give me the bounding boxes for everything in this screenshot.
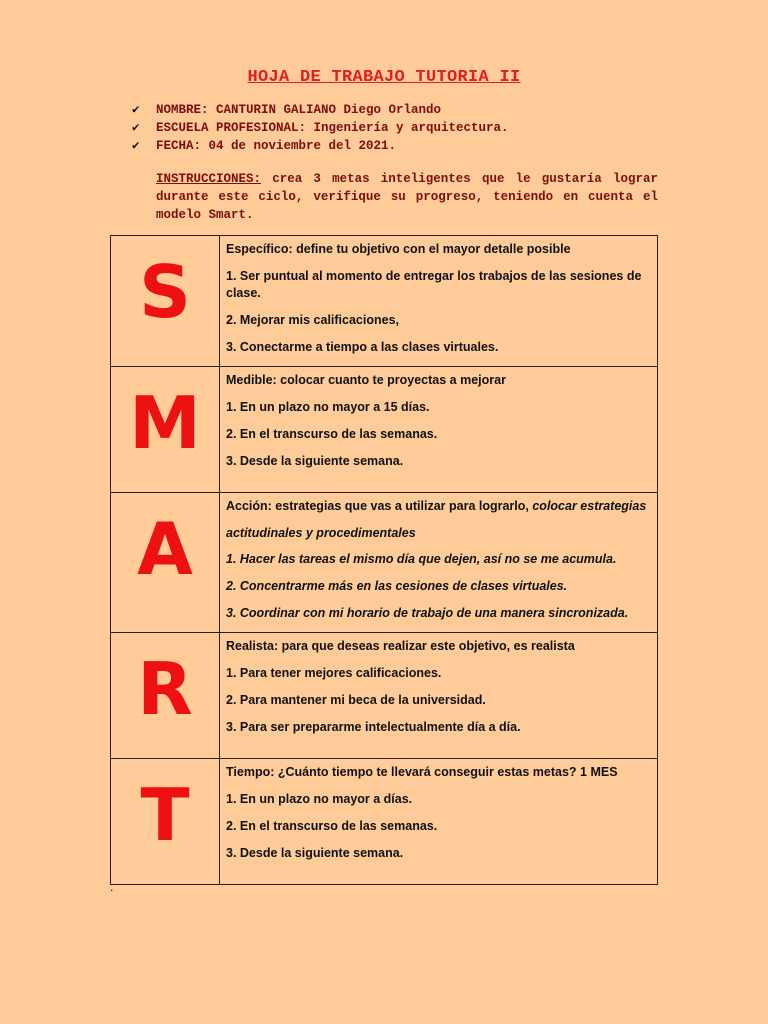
info-school-text: ESCUELA PROFESIONAL: Ingeniería y arquitectura. <box>156 121 509 135</box>
smart-row-s <box>111 236 658 367</box>
smart-letter: A <box>137 507 193 591</box>
row-item: 2. En el transcurso de las semanas. <box>226 427 438 441</box>
row-item: 1. En un plazo no mayor a días. <box>226 792 413 806</box>
info-school <box>132 119 509 137</box>
check-icon: ✔ <box>132 103 140 117</box>
smart-content-cell <box>220 367 658 493</box>
row-item: 3. Desde la siguiente semana. <box>226 846 404 860</box>
smart-letter: S <box>139 250 191 334</box>
smart-letter-cell <box>111 367 220 493</box>
check-icon: ✔ <box>132 121 140 135</box>
row-item: 3. Conectarme a tiempo a las clases virtuales. <box>226 340 499 354</box>
row-heading: Tiempo: ¿Cuánto tiempo te llevará conseguir estas metas? 1 MES <box>226 765 618 779</box>
row-item: 3. Para ser prepararme intelectualmente día a día. <box>226 720 521 734</box>
smart-row-r <box>111 633 658 759</box>
smart-letter: M <box>129 381 201 465</box>
smart-letter: T <box>140 773 190 857</box>
row-item: 2. Mejorar mis calificaciones, <box>226 313 399 327</box>
row-item: 1. Para tener mejores calificaciones. <box>226 666 442 680</box>
smart-table <box>110 235 658 885</box>
instructions-text: crea 3 metas inteligentes que le gustaría lograr durante este ciclo, verifique su progreso, teniendo en cuenta el modelo Smart. <box>156 172 658 222</box>
row-item: 1. Hacer las tareas el mismo día que dejen, así no se me acumula. <box>226 552 617 566</box>
row-item: 2. Para mantener mi beca de la universidad. <box>226 693 486 707</box>
student-info <box>132 101 509 155</box>
info-date <box>132 137 509 155</box>
smart-row-m <box>111 367 658 493</box>
smart-letter-cell <box>111 236 220 367</box>
row-item: 1. Ser puntual al momento de entregar los trabajos de las sesiones de clase. <box>226 269 642 300</box>
row-item: 3. Coordinar con mi horario de trabajo de una manera sincronizada. <box>226 606 629 620</box>
info-name-text: NOMBRE: CANTURIN GALIANO Diego Orlando <box>156 103 442 117</box>
row-heading-italic: colocar estrategias actitudinales y procedimentales <box>226 499 647 540</box>
check-icon: ✔ <box>132 139 140 153</box>
smart-row-t <box>111 759 658 885</box>
row-item: 3. Desde la siguiente semana. <box>226 454 404 468</box>
trailing-mark: . <box>110 880 114 894</box>
row-heading: Específico: define tu objetivo con el mayor detalle posible <box>226 242 571 256</box>
smart-content-cell <box>220 633 658 759</box>
page-title: HOJA DE TRABAJO TUTORIA II <box>247 68 521 87</box>
row-heading: Realista: para que deseas realizar este objetivo, es realista <box>226 639 575 653</box>
info-name <box>132 101 509 119</box>
smart-content-cell <box>220 493 658 633</box>
smart-row-a <box>111 493 658 633</box>
row-heading-text: Acción: estrategias que vas a utilizar para lograrlo, <box>226 499 533 513</box>
smart-letter: R <box>137 647 193 731</box>
row-item: 2. Concentrarme más en las cesiones de clases virtuales. <box>226 579 568 593</box>
instructions <box>156 170 658 224</box>
smart-content-cell <box>220 236 658 367</box>
row-heading <box>226 493 651 547</box>
row-item: 1. En un plazo no mayor a 15 días. <box>226 400 430 414</box>
row-heading: Medible: colocar cuanto te proyectas a mejorar <box>226 373 506 387</box>
smart-content-cell <box>220 759 658 885</box>
smart-letter-cell <box>111 633 220 759</box>
instructions-label: INSTRUCCIONES: <box>156 172 262 186</box>
smart-letter-cell <box>111 759 220 885</box>
smart-letter-cell <box>111 493 220 633</box>
info-date-text: FECHA: 04 de noviembre del 2021. <box>156 139 397 153</box>
row-item: 2. En el transcurso de las semanas. <box>226 819 438 833</box>
